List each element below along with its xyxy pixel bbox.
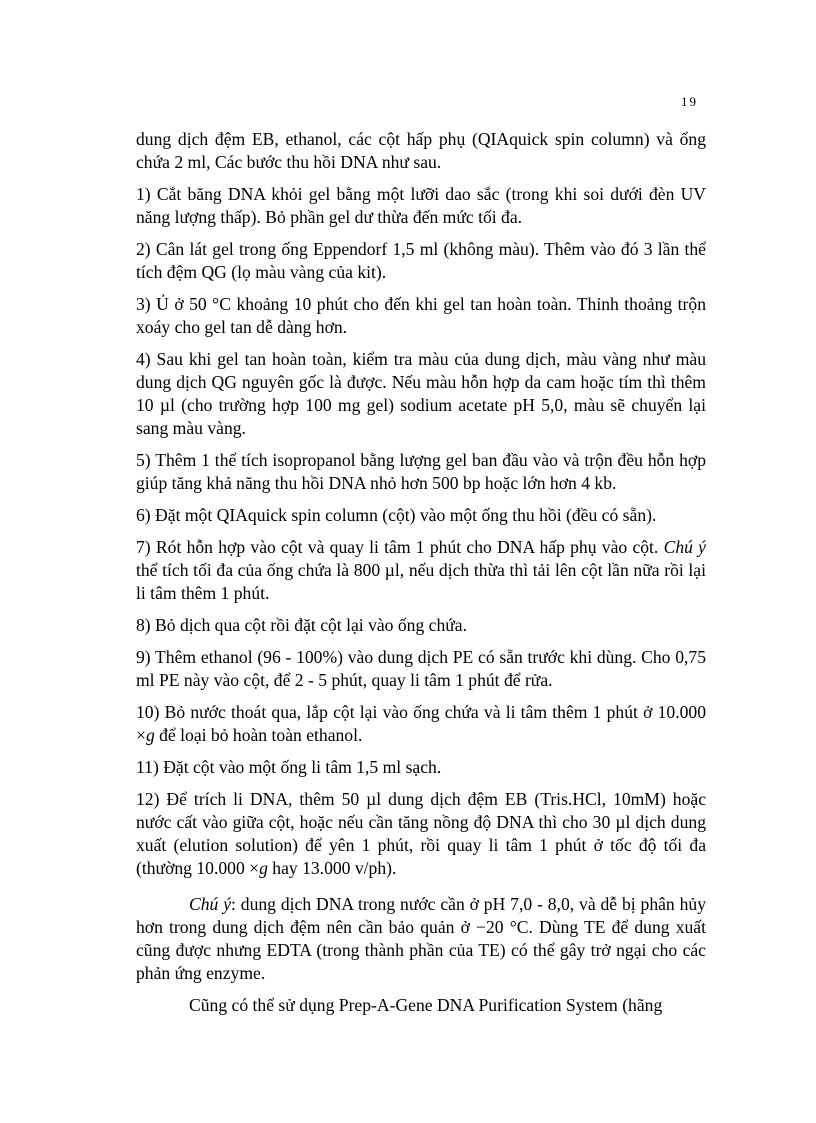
g-force-unit: g [145, 725, 155, 745]
step-10: 10) Bỏ nước thoát qua, lắp cột lại vào ống chứa và li tâm thêm 1 phút ở 10.000 ×g để loại bỏ hoàn toàn ethanol. [136, 702, 706, 745]
step-5: 5) Thêm 1 thể tích isopropanol bằng lượng gel ban đầu vào và trộn đều hỗn hợp giúp tăng khả năng thu hồi DNA nhỏ hơn 500 bp hoặc lớn hơn 4 kb. [136, 450, 706, 493]
g-force-unit: g [259, 858, 268, 878]
page-number: 19 [681, 94, 698, 109]
step-11: 11) Đặt cột vào một ống li tâm 1,5 ml sạch. [136, 757, 442, 777]
note-paragraph: Chú ý: dung dịch DNA trong nước cần ở pH 7,0 - 8,0, và dễ bị phân hủy hơn trong dung dịch đệm nên cần bảo quản ở −20 °C. Dùng TE để dung xuất cũng được nhưng EDTA (trong thành phần của TE) có thể gây trở ngại cho các phản ứng enzyme. [136, 894, 706, 983]
document-body [136, 128, 706, 1026]
step-1: 1) Cắt băng DNA khỏi gel bằng một lưỡi dao sắc (trong khi soi dưới đèn UV năng lượng thấp). Bỏ phần gel dư thừa đến mức tối đa. [136, 184, 706, 227]
step-9: 9) Thêm ethanol (96 - 100%) vào dung dịch PE có sẵn trước khi dùng. Cho 0,75 ml PE này vào cột, để 2 - 5 phút, quay li tâm 1 phút để rửa. [136, 647, 706, 690]
closing-paragraph: Cũng có thể sử dụng Prep-A-Gene DNA Purification System (hãng [189, 995, 663, 1015]
step-3: 3) Ủ ở 50 °C khoảng 10 phút cho đến khi gel tan hoàn toàn. Thỉnh thoảng trộn xoáy cho gel tan dễ dàng hơn. [136, 294, 706, 337]
intro-paragraph: dung dịch đệm EB, ethanol, các cột hấp phụ (QIAquick spin column) và ống chứa 2 ml, Các bước thu hồi DNA như sau. [136, 129, 706, 172]
step-2: 2) Cân lát gel trong ống Eppendorf 1,5 ml (không màu). Thêm vào đó 3 lần thể tích đệm QG (lọ màu vàng của kit). [136, 239, 706, 282]
step-6: 6) Đặt một QIAquick spin column (cột) vào một ống thu hồi (đều có sẵn). [136, 505, 657, 525]
step-12: 12) Để trích li DNA, thêm 50 µl dung dịch đệm EB (Tris.HCl, 10mM) hoặc nước cất vào giữa cột, hoặc nếu cần tăng nồng độ DNA thì cho 30 µl dịch dung xuất (elution solution) để yên 1 phút, rồi quay li tâm 1 phút ở tốc độ tối đa (thường 10.000 ×g hay 13.000 v/ph). [136, 789, 706, 878]
step-7: 7) Rót hỗn hợp vào cột và quay li tâm 1 phút cho DNA hấp phụ vào cột. Chú ý thể tích tối đa của ống chứa là 800 µl, nếu dịch thừa thì tải lên cột lần nữa rồi lại li tâm thêm 1 phút. [136, 537, 706, 603]
step-8: 8) Bỏ dịch qua cột rồi đặt cột lại vào ống chứa. [136, 615, 468, 635]
note-label: Chú ý [663, 537, 706, 557]
step-4: 4) Sau khi gel tan hoàn toàn, kiểm tra màu của dung dịch, màu vàng như màu dung dịch QG nguyên gốc là được. Nếu màu hỗn hợp da cam hoặc tím thì thêm 10 µl (cho trường hợp 100 mg gel) sodium acetate pH 5,0, màu sẽ chuyển lại sang màu vàng. [136, 349, 706, 438]
note-label: Chú ý [189, 894, 232, 914]
